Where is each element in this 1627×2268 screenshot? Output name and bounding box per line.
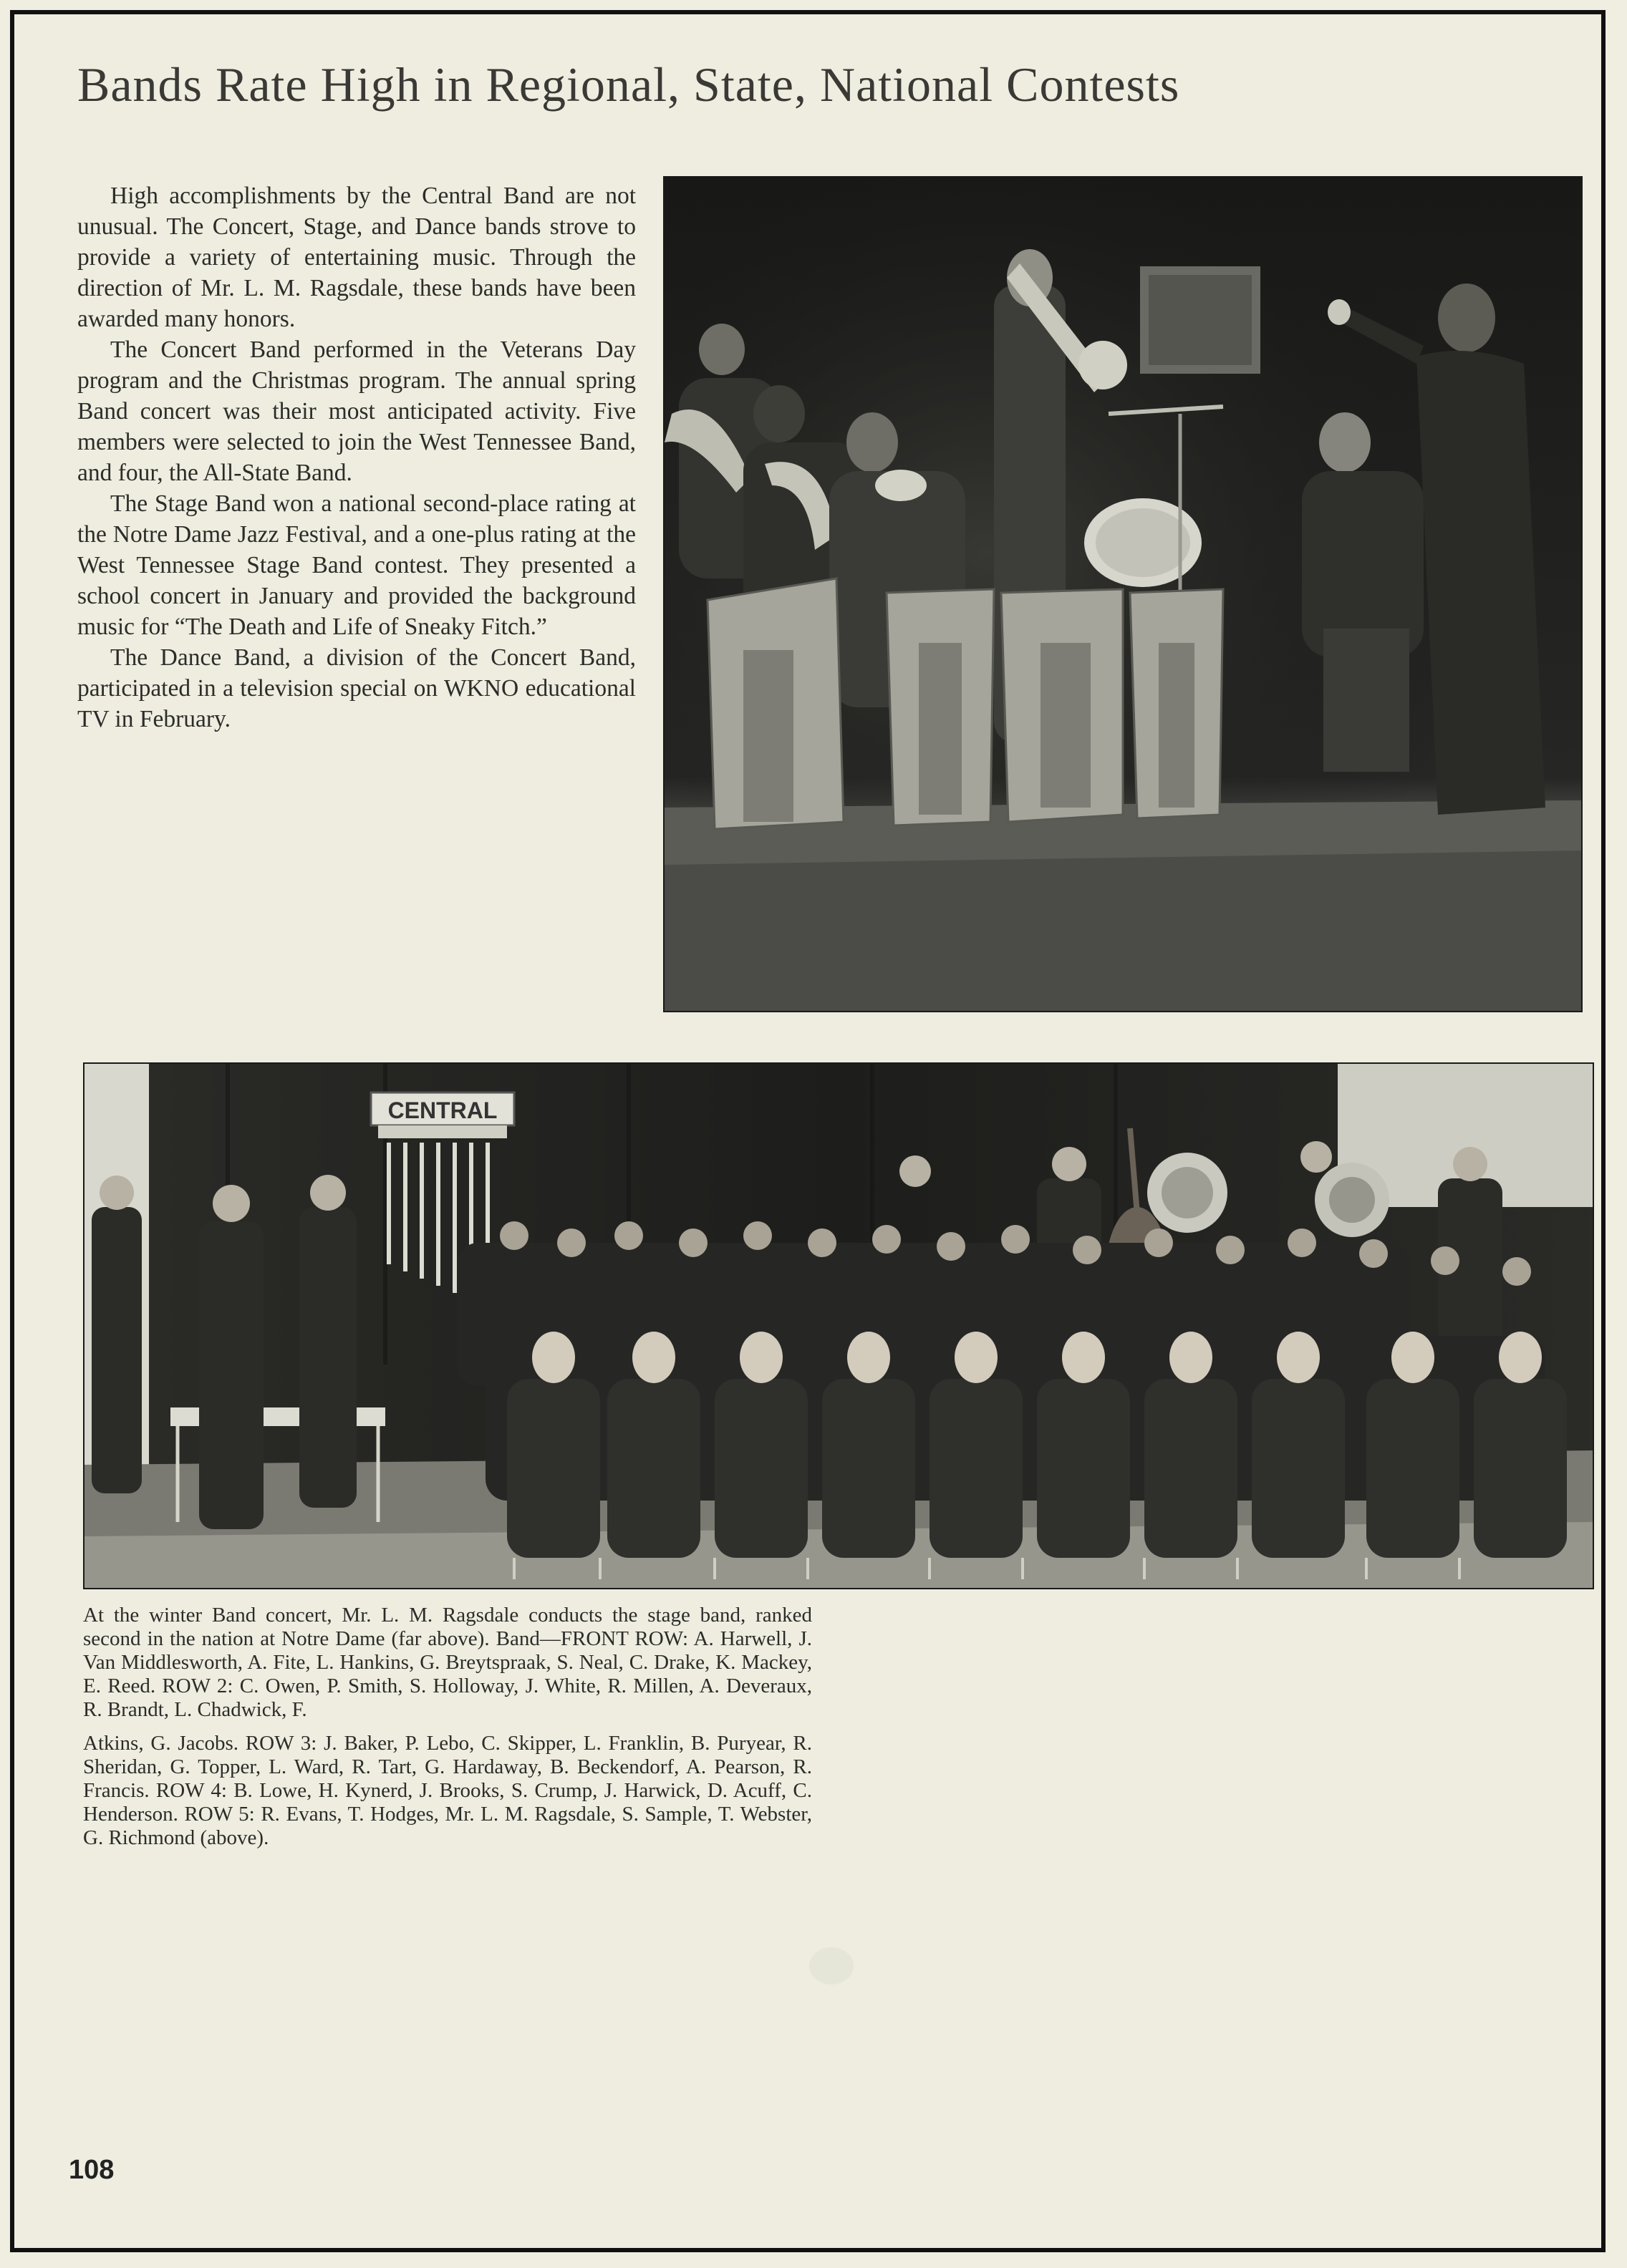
intro-paragraph: The Dance Band, a division of the Concert Band, participated in a television special on WKNO educational TV in February. [77,644,636,732]
stage-band-photo-image [665,178,1581,1011]
page-number: 108 [69,2155,115,2185]
caption-paragraph: Atkins, G. Jacobs. ROW 3: J. Baker, P. Lebo, C. Skipper, L. Franklin, B. Puryear, R. Sheridan, G. Topper, L. Ward, R. Tart, G. Hardaway, B. Beckendorf, A. Pearson, R. Francis. ROW 4: B. Lowe, H. Kynerd, J. Brooks, S. Crump, J. Harwick, D. Acuff, C. Henderson. ROW 5: R. Evans, T. Hodges, Mr. L. M. Ragsdale, S. Sample, T. Webster, G. Richmond (above). [83,1732,812,1849]
intro-paragraph: High accomplishments by the Central Band are not unusual. The Concert, Stage, and Dance bands strove to provide a variety of entertaining music. Through the direction of Mr. L. M. Ragsdale, these bands have been awarded many honors. [77,183,636,332]
paper-smudge [809,1947,854,1984]
central-sign: CENTRAL [387,1097,498,1123]
concert-band-group-photo-image [85,1064,1593,1588]
concert-band-group-photo [83,1062,1594,1589]
intro-paragraph: The Stage Band won a national second-place rating at the Notre Dame Jazz Festival, and a one-plus rating at the West Tennessee Stage Band contest. They presented a school concert in January and provided the background music for “The Death and Life of Sneaky Fitch.” [77,490,636,640]
intro-paragraph: The Concert Band performed in the Veterans Day program and the Christmas program. The annual spring Band concert was their most anticipated activity. Five members were selected to join the West Tennessee Band, and four, the All-State Band. [77,336,636,486]
caption-paragraph: At the winter Band concert, Mr. L. M. Ragsdale conducts the stage band, ranked second in the nation at Notre Dame (far above). Band—FRONT ROW: A. Harwell, J. Van Middlesworth, A. Fite, L. Hankins, G. Breytspraak, S. Neal, C. Drake, K. Mackey, E. Reed. ROW 2: C. Owen, P. Smith, S. Holloway, J. White, R. Millen, A. Deveraux, R. Brandt, L. Chadwick, F. [83,1604,812,1721]
intro-text [77,180,636,735]
page-title: Bands Rate High in Regional, State, National Contests [77,57,1180,112]
stage-band-photo [663,176,1583,1012]
photo-caption [83,1604,812,1860]
